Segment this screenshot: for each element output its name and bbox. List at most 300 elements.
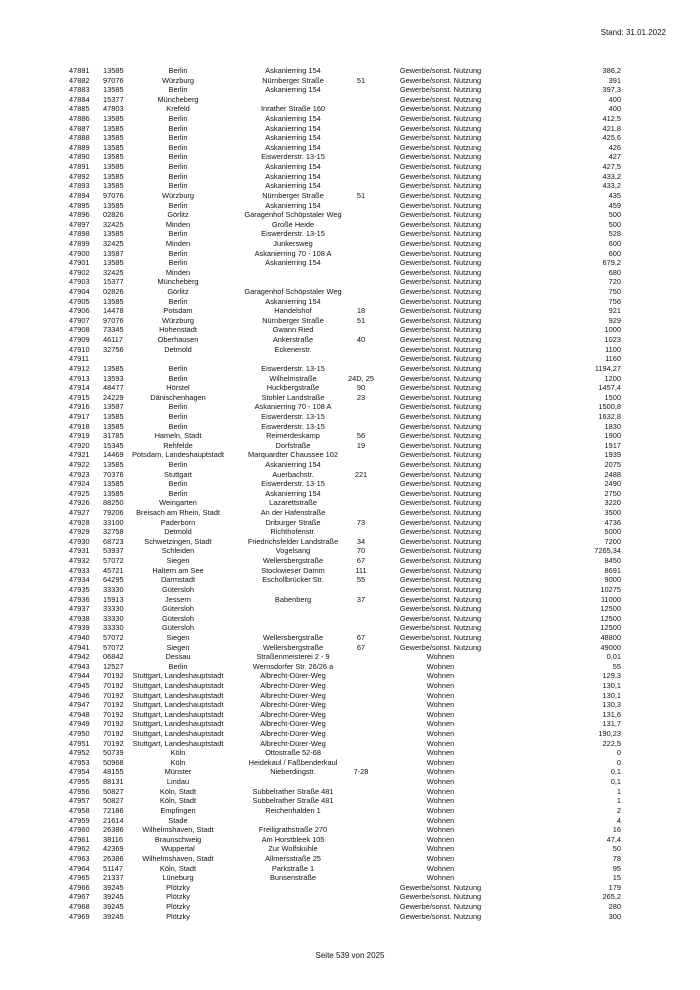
table-row xyxy=(0,383,700,393)
table-row xyxy=(0,902,700,912)
area-value: 130,1 xyxy=(602,690,621,700)
row-id: 47920 xyxy=(69,440,90,450)
row-id: 47926 xyxy=(69,498,90,508)
table-row xyxy=(0,393,700,403)
area-value: 265,2 xyxy=(602,892,621,902)
postal-code: 06842 xyxy=(103,652,124,662)
street: Wilhelmstraße xyxy=(269,373,317,383)
area-value: 397,3 xyxy=(602,85,621,95)
city: Stuttgart xyxy=(164,469,192,479)
street: Albrecht-Dürer-Weg xyxy=(260,709,326,719)
usage-type: Gewerbe/sonst. Nutzung xyxy=(399,469,482,479)
usage-type: Wohnen xyxy=(426,805,455,815)
table-row xyxy=(0,873,700,883)
street: Subbelrather Straße 481 xyxy=(252,786,334,796)
house-number: 56 xyxy=(356,431,366,441)
city: Lindau xyxy=(166,777,190,787)
city: Plötzky xyxy=(166,902,190,912)
city: Minden xyxy=(165,267,191,277)
postal-code: 50827 xyxy=(103,786,124,796)
table-row xyxy=(0,892,700,902)
area-value: 1200 xyxy=(604,373,621,383)
row-id: 47949 xyxy=(69,719,90,729)
table-row xyxy=(0,700,700,710)
postal-code: 39245 xyxy=(103,911,124,921)
table-row xyxy=(0,325,700,335)
table-row xyxy=(0,595,700,605)
house-number: 24D, 25 xyxy=(348,373,374,383)
street: Eiswerderstr. 13-15 xyxy=(261,152,325,162)
row-id: 47914 xyxy=(69,383,90,393)
table-row xyxy=(0,95,700,105)
usage-type: Gewerbe/sonst. Nutzung xyxy=(399,902,482,912)
street: Askanierring 154 xyxy=(265,200,321,210)
city: Empfingen xyxy=(160,805,196,815)
city: Köln xyxy=(170,757,186,767)
row-id: 47964 xyxy=(69,863,90,873)
street: Reimerdeskamp xyxy=(266,431,320,441)
table-row xyxy=(0,729,700,739)
area-value: 500 xyxy=(608,219,621,229)
city: Plötzky xyxy=(166,892,190,902)
row-id: 47930 xyxy=(69,536,90,546)
usage-type: Gewerbe/sonst. Nutzung xyxy=(399,373,482,383)
usage-type: Gewerbe/sonst. Nutzung xyxy=(399,527,482,537)
area-value: 3220 xyxy=(604,498,621,508)
city: Berlin xyxy=(168,133,188,143)
postal-code: 33330 xyxy=(103,584,124,594)
usage-type: Gewerbe/sonst. Nutzung xyxy=(399,94,482,104)
house-number: 19 xyxy=(356,440,366,450)
street: Dorfstraße xyxy=(275,440,311,450)
house-number: 51 xyxy=(356,75,366,85)
table-row xyxy=(0,537,700,547)
table-row xyxy=(0,249,700,259)
row-id: 47955 xyxy=(69,777,90,787)
row-id: 47962 xyxy=(69,844,90,854)
row-id: 47931 xyxy=(69,546,90,556)
row-id: 47917 xyxy=(69,411,90,421)
street: Inrather Straße 160 xyxy=(260,104,326,114)
street: Marquardter Chaussee 102 xyxy=(248,450,338,460)
table-row xyxy=(0,201,700,211)
city: Berlin xyxy=(168,152,188,162)
postal-code: 70192 xyxy=(103,700,124,710)
street: Gwann Ried xyxy=(272,325,314,335)
street: Junkersweg xyxy=(273,238,313,248)
usage-type: Gewerbe/sonst. Nutzung xyxy=(399,171,482,181)
row-id: 47942 xyxy=(69,652,90,662)
city: Minden xyxy=(165,238,191,248)
city: Potsdam xyxy=(163,306,193,316)
area-value: 130,3 xyxy=(602,700,621,710)
row-id: 47952 xyxy=(69,748,90,758)
table-row xyxy=(0,575,700,585)
area-value: 12500 xyxy=(600,623,621,633)
postal-code: 50968 xyxy=(103,757,124,767)
street: Ankerstraße xyxy=(272,335,314,345)
row-id: 47909 xyxy=(69,335,90,345)
row-id: 47967 xyxy=(69,892,90,902)
table-row xyxy=(0,143,700,153)
city: Dänischenhagen xyxy=(150,392,206,402)
house-number: 51 xyxy=(356,315,366,325)
area-value: 427 xyxy=(608,152,621,162)
row-id: 47924 xyxy=(69,479,90,489)
row-id: 47948 xyxy=(69,709,90,719)
table-row xyxy=(0,912,700,922)
city: Rehfelde xyxy=(163,440,193,450)
city: Gütersloh xyxy=(161,613,195,623)
table-row xyxy=(0,470,700,480)
row-id: 47950 xyxy=(69,729,90,739)
postal-code: 13585 xyxy=(103,421,124,431)
row-id: 47906 xyxy=(69,306,90,316)
table-row xyxy=(0,172,700,182)
city: Köln, Stadt xyxy=(159,786,197,796)
city: Stuttgart, Landeshauptstadt xyxy=(132,738,224,748)
row-id: 47932 xyxy=(69,556,90,566)
usage-type: Gewerbe/sonst. Nutzung xyxy=(399,383,482,393)
city: Darmstadt xyxy=(160,575,196,585)
row-id: 47939 xyxy=(69,623,90,633)
postal-code: 13587 xyxy=(103,248,124,258)
city: Berlin xyxy=(168,229,188,239)
usage-type: Gewerbe/sonst. Nutzung xyxy=(399,344,482,354)
postal-code: 39245 xyxy=(103,892,124,902)
street: Albrecht-Dürer-Weg xyxy=(260,738,326,748)
postal-code: 88131 xyxy=(103,777,124,787)
city: Breisach am Rhein, Stadt xyxy=(136,508,220,518)
city: Berlin xyxy=(168,421,188,431)
street: Eiswerderstr. 13-15 xyxy=(261,479,325,489)
table-row xyxy=(0,422,700,432)
city: Paderborn xyxy=(160,517,196,527)
area-value: 459 xyxy=(608,200,621,210)
usage-type: Gewerbe/sonst. Nutzung xyxy=(399,133,482,143)
street: Wellersbergstraße xyxy=(262,556,324,566)
area-value: 412,5 xyxy=(602,114,621,124)
postal-code: 46117 xyxy=(103,335,124,345)
row-id: 47934 xyxy=(69,575,90,585)
row-id: 47899 xyxy=(69,238,90,248)
postal-code: 53937 xyxy=(103,546,124,556)
table-row xyxy=(0,652,700,662)
area-value: 427,5 xyxy=(602,162,621,172)
usage-type: Gewerbe/sonst. Nutzung xyxy=(399,431,482,441)
usage-type: Wohnen xyxy=(426,834,455,844)
city: Berlin xyxy=(168,181,188,191)
postal-code: 51147 xyxy=(103,863,124,873)
table-row xyxy=(0,354,700,364)
city: Oberhausen xyxy=(157,335,199,345)
area-value: 720 xyxy=(608,277,621,287)
city: Berlin xyxy=(168,402,188,412)
usage-type: Wohnen xyxy=(426,709,455,719)
city: Berlin xyxy=(168,171,188,181)
table-row xyxy=(0,441,700,451)
city: Köln, Stadt xyxy=(159,863,197,873)
city: Würzburg xyxy=(161,190,195,200)
street: Große Heide xyxy=(271,219,315,229)
postal-code: 26386 xyxy=(103,825,124,835)
area-value: 2490 xyxy=(604,479,621,489)
area-value: 400 xyxy=(608,104,621,114)
postal-code: 13585 xyxy=(103,181,124,191)
row-id: 47966 xyxy=(69,882,90,892)
street: Friedrichsfelder Landstraße xyxy=(247,536,339,546)
city: Hörstel xyxy=(166,383,190,393)
row-id: 47918 xyxy=(69,421,90,431)
area-value: 4736 xyxy=(604,517,621,527)
postal-code: 13585 xyxy=(103,85,124,95)
usage-type: Gewerbe/sonst. Nutzung xyxy=(399,296,482,306)
table-row xyxy=(0,787,700,797)
row-id: 47958 xyxy=(69,805,90,815)
table-row xyxy=(0,104,700,114)
postal-code: 24229 xyxy=(103,392,124,402)
street: Nürnberger Straße xyxy=(262,75,324,85)
street: Huckbergstraße xyxy=(266,383,320,393)
row-id: 47940 xyxy=(69,632,90,642)
row-id: 47896 xyxy=(69,210,90,220)
usage-type: Gewerbe/sonst. Nutzung xyxy=(399,248,482,258)
table-row xyxy=(0,825,700,835)
table-row xyxy=(0,114,700,124)
street: Askanierring 154 xyxy=(265,85,321,95)
postal-code: 70192 xyxy=(103,671,124,681)
house-number: 90 xyxy=(356,383,366,393)
usage-type: Gewerbe/sonst. Nutzung xyxy=(399,315,482,325)
street: Lazarettstraße xyxy=(269,498,317,508)
row-id: 47913 xyxy=(69,373,90,383)
row-id: 47968 xyxy=(69,902,90,912)
street: Askanierring 154 xyxy=(265,133,321,143)
postal-code: 15377 xyxy=(103,277,124,287)
city: Berlin xyxy=(168,296,188,306)
city: Haltern am See xyxy=(152,565,204,575)
postal-code: 32425 xyxy=(103,238,124,248)
area-value: 222,5 xyxy=(602,738,621,748)
city: Berlin xyxy=(168,488,188,498)
row-id: 47946 xyxy=(69,690,90,700)
postal-code: 33330 xyxy=(103,623,124,633)
street: An der Hafenstraße xyxy=(260,508,326,518)
postal-code: 70376 xyxy=(103,469,124,479)
street: Albrecht-Dürer-Weg xyxy=(260,729,326,739)
postal-code: 13585 xyxy=(103,152,124,162)
table-row xyxy=(0,268,700,278)
table-row xyxy=(0,402,700,412)
usage-type: Gewerbe/sonst. Nutzung xyxy=(399,892,482,902)
table-row xyxy=(0,498,700,508)
street: Driburger Straße xyxy=(265,517,321,527)
city: Jessern xyxy=(165,594,191,604)
table-row xyxy=(0,614,700,624)
usage-type: Gewerbe/sonst. Nutzung xyxy=(399,450,482,460)
row-id: 47912 xyxy=(69,363,90,373)
usage-type: Gewerbe/sonst. Nutzung xyxy=(399,210,482,220)
area-value: 1000 xyxy=(604,325,621,335)
postal-code: 31785 xyxy=(103,431,124,441)
table-row xyxy=(0,316,700,326)
city: Berlin xyxy=(168,459,188,469)
usage-type: Gewerbe/sonst. Nutzung xyxy=(399,85,482,95)
area-value: 2075 xyxy=(604,459,621,469)
postal-code: 13585 xyxy=(103,258,124,268)
city: Lüneburg xyxy=(162,873,194,883)
postal-code: 13585 xyxy=(103,479,124,489)
area-value: 0 xyxy=(616,748,621,758)
city: Berlin xyxy=(168,373,188,383)
city: Wuppertal xyxy=(161,844,195,854)
area-value: 528 xyxy=(608,229,621,239)
postal-code: 70192 xyxy=(103,681,124,690)
house-number: 111 xyxy=(355,565,367,575)
area-value: 4 xyxy=(616,815,621,825)
row-id: 47960 xyxy=(69,825,90,835)
city: Gütersloh xyxy=(161,623,195,633)
usage-type: Gewerbe/sonst. Nutzung xyxy=(399,642,482,652)
street: Babenberg xyxy=(274,594,312,604)
city: Hohenstadt xyxy=(159,325,197,335)
area-value: 179 xyxy=(608,882,621,892)
postal-code: 32425 xyxy=(103,219,124,229)
row-id: 47885 xyxy=(69,104,90,114)
postal-code: 32425 xyxy=(103,267,124,277)
postal-code: 15913 xyxy=(103,594,124,604)
table-row xyxy=(0,287,700,297)
city: Würzburg xyxy=(161,315,195,325)
table-row xyxy=(0,460,700,470)
usage-type: Gewerbe/sonst. Nutzung xyxy=(399,392,482,402)
house-number: 34 xyxy=(356,536,366,546)
usage-type: Gewerbe/sonst. Nutzung xyxy=(399,123,482,133)
street: Wellersbergstraße xyxy=(262,642,324,652)
table-row xyxy=(0,844,700,854)
city: Münster xyxy=(164,767,192,777)
city: Stuttgart, Landeshauptstadt xyxy=(132,729,224,739)
street: Askanierring 70 - 108 A xyxy=(254,402,332,412)
area-value: 391 xyxy=(608,75,621,85)
postal-code: 39245 xyxy=(103,882,124,892)
table-row xyxy=(0,710,700,720)
usage-type: Wohnen xyxy=(426,700,455,710)
city: Berlin xyxy=(168,200,188,210)
table-row xyxy=(0,662,700,672)
postal-code: 13585 xyxy=(103,459,124,469)
postal-code: 21337 xyxy=(103,873,124,883)
postal-code: 13585 xyxy=(103,363,124,373)
city: Görlitz xyxy=(167,210,189,220)
table-row xyxy=(0,739,700,749)
usage-type: Gewerbe/sonst. Nutzung xyxy=(399,508,482,518)
table-row xyxy=(0,374,700,384)
area-value: 1100 xyxy=(605,344,621,354)
table-row xyxy=(0,220,700,230)
city: Wilhelmshaven, Stadt xyxy=(142,853,214,863)
street: Askanierring 154 xyxy=(265,258,321,268)
usage-type: Gewerbe/sonst. Nutzung xyxy=(399,632,482,642)
city: Berlin xyxy=(168,66,188,75)
city: Weingarten xyxy=(159,498,197,508)
row-id: 47937 xyxy=(69,604,90,614)
row-id: 47945 xyxy=(69,681,90,690)
usage-type: Gewerbe/sonst. Nutzung xyxy=(399,546,482,556)
area-value: 2488 xyxy=(604,469,621,479)
row-id: 47893 xyxy=(69,181,90,191)
usage-type: Gewerbe/sonst. Nutzung xyxy=(399,594,482,604)
usage-type: Gewerbe/sonst. Nutzung xyxy=(399,152,482,162)
area-value: 756 xyxy=(608,296,621,306)
area-value: 7200 xyxy=(604,536,621,546)
area-value: 12500 xyxy=(600,613,621,623)
postal-code: 50739 xyxy=(103,748,124,758)
table-row xyxy=(0,85,700,95)
row-id: 47915 xyxy=(69,392,90,402)
property-table xyxy=(0,66,700,921)
table-row xyxy=(0,643,700,653)
street: Nieberdingstr. xyxy=(270,767,316,777)
city: Berlin xyxy=(168,248,188,258)
table-row xyxy=(0,806,700,816)
postal-code: 70192 xyxy=(103,729,124,739)
usage-type: Gewerbe/sonst. Nutzung xyxy=(399,488,482,498)
city: Gütersloh xyxy=(161,584,195,594)
usage-type: Gewerbe/sonst. Nutzung xyxy=(399,498,482,508)
area-value: 0,1 xyxy=(610,767,621,777)
postal-code: 14478 xyxy=(103,306,124,316)
table-row xyxy=(0,585,700,595)
area-value: 95 xyxy=(612,863,621,873)
city: Berlin xyxy=(168,123,188,133)
usage-type: Gewerbe/sonst. Nutzung xyxy=(399,335,482,345)
house-number: 221 xyxy=(354,469,368,479)
table-row xyxy=(0,719,700,729)
street: Albrecht-Dürer-Weg xyxy=(260,690,326,700)
area-value: 421,8 xyxy=(602,123,621,133)
row-id: 47919 xyxy=(69,431,90,441)
table-row xyxy=(0,748,700,758)
city: Stuttgart, Landeshauptstadt xyxy=(132,671,224,681)
row-id: 47894 xyxy=(69,190,90,200)
area-value: 433,2 xyxy=(602,181,621,191)
street: Ottostraße 52-68 xyxy=(265,748,321,758)
city: Würzburg xyxy=(161,75,195,85)
street: Garagenhof Schöpstaler Weg xyxy=(244,287,342,297)
usage-type: Wohnen xyxy=(426,661,455,671)
postal-code: 13585 xyxy=(103,200,124,210)
area-value: 131,6 xyxy=(602,709,621,719)
usage-type: Wohnen xyxy=(426,738,455,748)
table-row xyxy=(0,835,700,845)
city: Siegen xyxy=(166,642,190,652)
area-value: 300 xyxy=(608,911,621,921)
postal-code: 97076 xyxy=(103,315,124,325)
area-value: 1830 xyxy=(604,421,621,431)
city: Stuttgart, Landeshauptstadt xyxy=(132,719,224,729)
usage-type: Wohnen xyxy=(426,796,455,806)
postal-code: 13585 xyxy=(103,296,124,306)
usage-type: Gewerbe/sonst. Nutzung xyxy=(399,565,482,575)
city: Dessau xyxy=(165,652,191,662)
area-value: 7265,34 xyxy=(594,546,621,556)
area-value: 49000 xyxy=(600,642,621,652)
postal-code: 73345 xyxy=(103,325,124,335)
usage-type: Gewerbe/sonst. Nutzung xyxy=(399,882,482,892)
street: Wernsdorfer Str. 26/26 a xyxy=(252,661,334,671)
table-row xyxy=(0,162,700,172)
